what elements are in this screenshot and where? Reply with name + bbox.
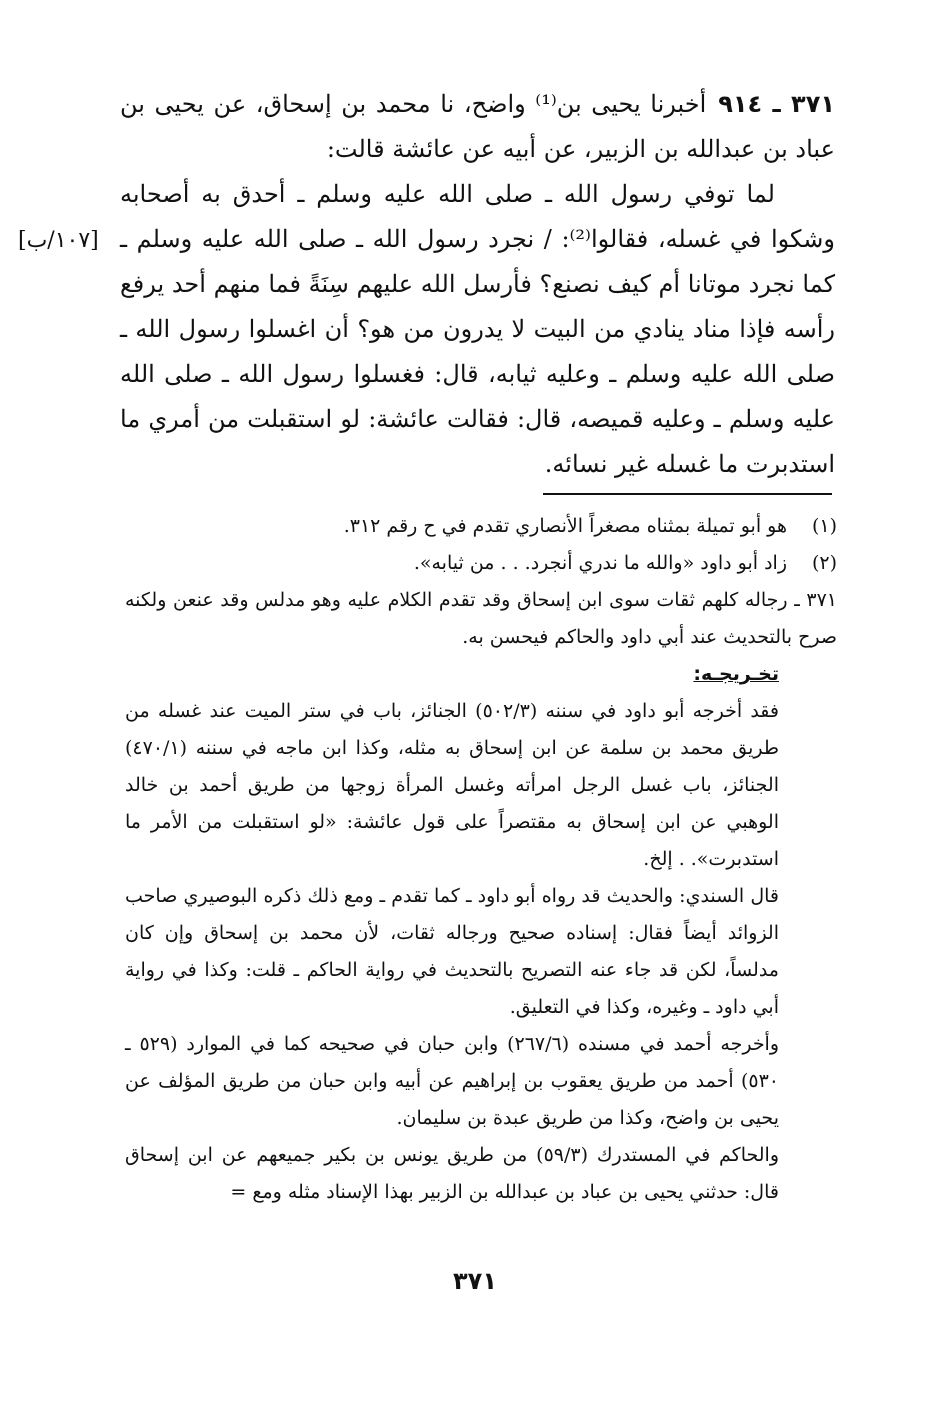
hadith-block — [120, 82, 835, 487]
commentary-intro — [125, 582, 837, 656]
takhrij-paragraph: قال السندي: والحديث قد رواه أبو داود ـ كما تقدم ـ ومع ذلك ذكره البوصيري صاحب الزوائد أيضاً فقال: إسناده صحيح ورجاله ثقات، لأن محمد بن إسحاق وإن كان مدلساً، لكن قد جاء عنه التصريح بالتحديث في رواية الحاكم ـ قلت: وكذا في رواية أبي داود ـ وغيره، وكذا في التعليق. — [125, 885, 779, 1018]
footnote — [125, 508, 837, 545]
takhrij-paragraph: فقد أخرجه أبو داود في سننه (٥٠٢/٣) الجنائز، باب في ستر الميت عند غسله من طريق محمد بن سلمة عن ابن إسحاق به مثله، وكذا ابن ماجه في سننه (٤٧٠/١) الجنائز، باب غسل الرجل امرأته وغسل المرأة زوجها من طريق أحمد بن خالد الوهبي عن ابن إسحاق به مقتصراً على قول عائشة: «لو استقبلت من الأمر ما استدبرت». . إلخ. — [125, 700, 779, 870]
footnote-text: هو أبو تميلة بمثناه مصغراً الأنصاري تقدم في ح رقم ٣١٢. — [343, 515, 787, 537]
hadith-isnad — [120, 82, 835, 172]
takhrij-section — [125, 656, 837, 1211]
takhrij-heading: تخـريجـه: — [693, 663, 779, 685]
commentary-intro-text: رجاله كلهم ثقات سوى ابن إسحاق وقد تقدم الكلام عليه وهو مدلس وقد عنعن ولكنه صرح بالتحديث عند أبي داود والحاكم فيحسن به. — [125, 589, 837, 648]
page-number: ٣٧١ — [453, 1267, 497, 1295]
footnote-number: (١) — [811, 515, 837, 537]
takhrij-paragraph: وأخرجه أحمد في مسنده (٢٦٧/٦) وابن حبان في صحيحه كما في الموارد (٥٢٩ ـ ٥٣٠) أحمد من طريق يعقوب بن إبراهيم عن أبيه وابن حبان من طريق المؤلف عن يحيى بن واضح، وكذا من طريق عبدة بن سليمان. — [125, 1033, 780, 1129]
commentary-number: ٣٧١ ـ — [794, 589, 837, 611]
footnote-text: زاد أبو داود «والله ما ندري أنجرد. . . من ثيابه». — [413, 552, 787, 574]
footnote-divider — [543, 493, 832, 495]
footnote-number: (٢) — [811, 552, 837, 574]
hadith-isnad-text: أخبرنا يحيى بن⁽¹⁾ واضح، نا محمد بن إسحاق، عن يحيى بن عباد بن عبدالله بن الزبير، عن أبيه عن عائشة قالت: — [120, 90, 835, 163]
takhrij-paragraph: والحاكم في المستدرك (٥٩/٣) من طريق يونس بن بكير جميعهم عن ابن إسحاق قال: حدثني يحيى بن عباد بن عبدالله بن الزبير بهذا الإسناد مثله ومع = — [125, 1144, 779, 1203]
hadith-number: ٣٧١ ـ ٩١٤ — [718, 90, 835, 118]
manuscript-folio-marker: [١٠٧/ب] — [18, 228, 99, 253]
footnotes-section — [125, 508, 837, 1211]
footnote — [125, 545, 837, 582]
hadith-text: لما توفي رسول الله ـ صلى الله عليه وسلم ـ أحدق به أصحابه وشكوا في غسله، فقالوا⁽²⁾: / نجرد رسول الله ـ صلى الله عليه وسلم ـ كما نجرد موتانا أم كيف نصنع؟ فأرسل الله عليهم سِنَةً فما منهم أحد يرفع رأسه فإذا مناد ينادي من البيت لا يدرون من هو؟ أن اغسلوا رسول الله ـ صلى الله عليه وسلم ـ وعليه ثيابه، قال: فغسلوا رسول الله ـ صلى الله عليه وسلم ـ وعليه قميصه، قال: فقالت عائشة: لو استقبلت من أمري ما استدبرت ما غسله غير نسائه. — [120, 180, 835, 478]
